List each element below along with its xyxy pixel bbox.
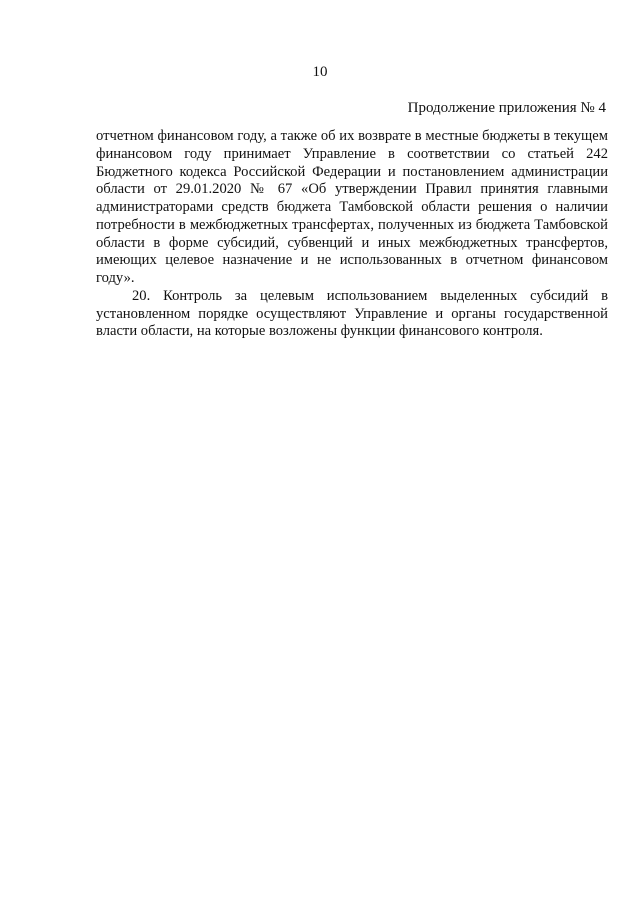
appendix-caption: Продолжение приложения № 4 [407, 100, 606, 116]
paragraph-20: 20. Контроль за целевым использованием выделенных субсидий в установленном порядке осуществляют Управление и органы государственной власти области, на которые возложены функции финансового контроля. [96, 287, 608, 340]
document-body [96, 128, 608, 341]
paragraph-continuation: отчетном финансовом году, а также об их возврате в местные бюджеты в текущем финансовом году принимает Управление в соответствии со статьей 242 Бюджетного кодекса Российской Федерации и постановлением администрации области от 29.01.2020 № 67 «Об утверждении Правил принятия главными администраторами средств бюджета Тамбовской области решения о наличии потребности в межбюджетных трансфертах, полученных из бюджета Тамбовской области в форме субсидий, субвенций и иных межбюджетных трансфертов, имеющих целевое назначение и не использованных в отчетном финансовом году». [96, 128, 608, 286]
page-number: 10 [312, 64, 328, 80]
